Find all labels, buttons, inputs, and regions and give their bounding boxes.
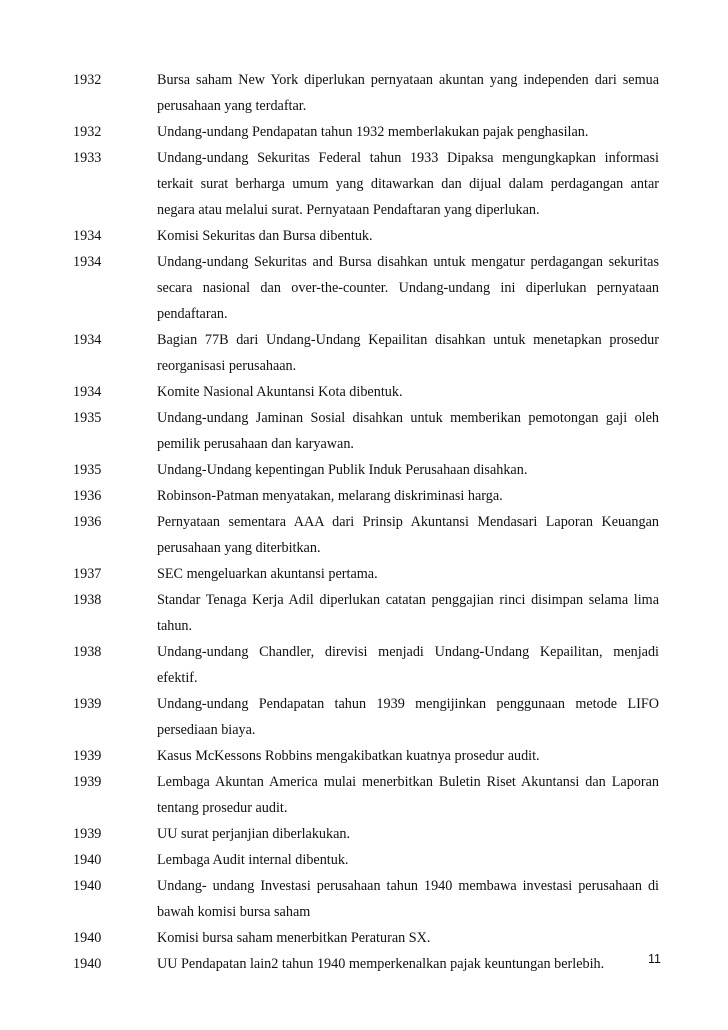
entry-year: 1936: [73, 488, 102, 504]
entry-text: Bursa saham New York diperlukan pernyataan akuntan yang independen dari semua perusahaan yang terdaftar.: [157, 72, 659, 114]
entry-year: 1939: [73, 826, 102, 842]
entry-year: 1935: [73, 462, 102, 478]
entry-text: Undang-undang Sekuritas and Bursa disahkan untuk mengatur perdagangan sekuritas secara nasional dan over-the-counter. Undang-undang ini diperlukan pernyataan pendaftaran.: [157, 254, 659, 322]
entry-text: Standar Tenaga Kerja Adil diperlukan catatan penggajian rinci disimpan selama lima tahun.: [157, 592, 659, 634]
timeline-entry: [73, 327, 659, 379]
entry-text: Pernyataan sementara AAA dari Prinsip Akuntansi Mendasari Laporan Keuangan perusahaan yang diterbitkan.: [157, 514, 659, 556]
entry-text: Undang-undang Pendapatan tahun 1939 mengijinkan penggunaan metode LIFO persediaan biaya.: [157, 696, 659, 738]
timeline-entry: [73, 639, 659, 691]
entry-text: UU Pendapatan lain2 tahun 1940 memperkenalkan pajak keuntungan berlebih.: [157, 956, 605, 972]
entry-year: 1938: [73, 592, 102, 608]
entry-year: 1937: [73, 566, 102, 582]
page-number: 11: [648, 952, 661, 966]
timeline-entry: [73, 743, 659, 769]
entry-text: Komisi bursa saham menerbitkan Peraturan SX.: [157, 930, 431, 946]
entry-year: 1938: [73, 644, 102, 660]
entry-text: Bagian 77B dari Undang-Undang Kepailitan disahkan untuk menetapkan prosedur reorganisasi perusahaan.: [157, 332, 659, 374]
timeline-entry: [73, 405, 659, 457]
entry-year: 1934: [73, 384, 102, 400]
timeline-entry: [73, 847, 659, 873]
entry-year: 1932: [73, 124, 102, 140]
timeline-entry: [73, 119, 659, 145]
entry-text: Undang-Undang kepentingan Publik Induk Perusahaan disahkan.: [157, 462, 528, 478]
timeline-entry: [73, 925, 659, 951]
entry-text: Undang-undang Jaminan Sosial disahkan untuk memberikan pemotongan gaji oleh pemilik perusahaan dan karyawan.: [157, 410, 659, 452]
timeline-entry: [73, 223, 659, 249]
entry-text: Kasus McKessons Robbins mengakibatkan kuatnya prosedur audit.: [157, 748, 540, 764]
entry-year: 1934: [73, 332, 102, 348]
entry-year: 1940: [73, 930, 102, 946]
entry-text: Undang-undang Pendapatan tahun 1932 memberlakukan pajak penghasilan.: [157, 124, 589, 140]
entry-year: 1939: [73, 748, 102, 764]
timeline-list: [73, 67, 659, 977]
timeline-entry: [73, 951, 659, 977]
entry-year: 1940: [73, 878, 102, 894]
timeline-entry: [73, 67, 659, 119]
entry-text: Komite Nasional Akuntansi Kota dibentuk.: [157, 384, 403, 400]
timeline-entry: [73, 379, 659, 405]
entry-year: 1932: [73, 72, 102, 88]
entry-year: 1939: [73, 696, 102, 712]
timeline-entry: [73, 249, 659, 327]
entry-text: Komisi Sekuritas dan Bursa dibentuk.: [157, 228, 373, 244]
entry-text: Undang-undang Sekuritas Federal tahun 1933 Dipaksa mengungkapkan informasi terkait surat berharga umum yang ditawarkan dan dijual dalam perdagangan antar negara atau melalui surat. Pernyataan Pendaftaran yang diperlukan.: [157, 150, 659, 218]
entry-year: 1935: [73, 410, 102, 426]
timeline-entry: [73, 873, 659, 925]
entry-year: 1940: [73, 956, 102, 972]
timeline-entry: [73, 821, 659, 847]
entry-year: 1936: [73, 514, 102, 530]
timeline-entry: [73, 561, 659, 587]
entry-year: 1940: [73, 852, 102, 868]
entry-text: Undang- undang Investasi perusahaan tahun 1940 membawa investasi perusahaan di bawah komisi bursa saham: [157, 878, 659, 920]
entry-year: 1934: [73, 228, 102, 244]
entry-text: UU surat perjanjian diberlakukan.: [157, 826, 351, 842]
timeline-entry: [73, 691, 659, 743]
timeline-entry: [73, 483, 659, 509]
timeline-entry: [73, 457, 659, 483]
entry-year: 1933: [73, 150, 102, 166]
timeline-entry: [73, 587, 659, 639]
timeline-entry: [73, 769, 659, 821]
entry-text: Undang-undang Chandler, direvisi menjadi Undang-Undang Kepailitan, menjadi efektif.: [157, 644, 659, 686]
entry-year: 1934: [73, 254, 102, 270]
entry-text: Lembaga Audit internal dibentuk.: [157, 852, 349, 868]
entry-text: SEC mengeluarkan akuntansi pertama.: [157, 566, 378, 582]
entry-text: Robinson-Patman menyatakan, melarang diskriminasi harga.: [157, 488, 503, 504]
entry-text: Lembaga Akuntan America mulai menerbitkan Buletin Riset Akuntansi dan Laporan tentang prosedur audit.: [157, 774, 659, 816]
timeline-entry: [73, 509, 659, 561]
entry-year: 1939: [73, 774, 102, 790]
timeline-entry: [73, 145, 659, 223]
